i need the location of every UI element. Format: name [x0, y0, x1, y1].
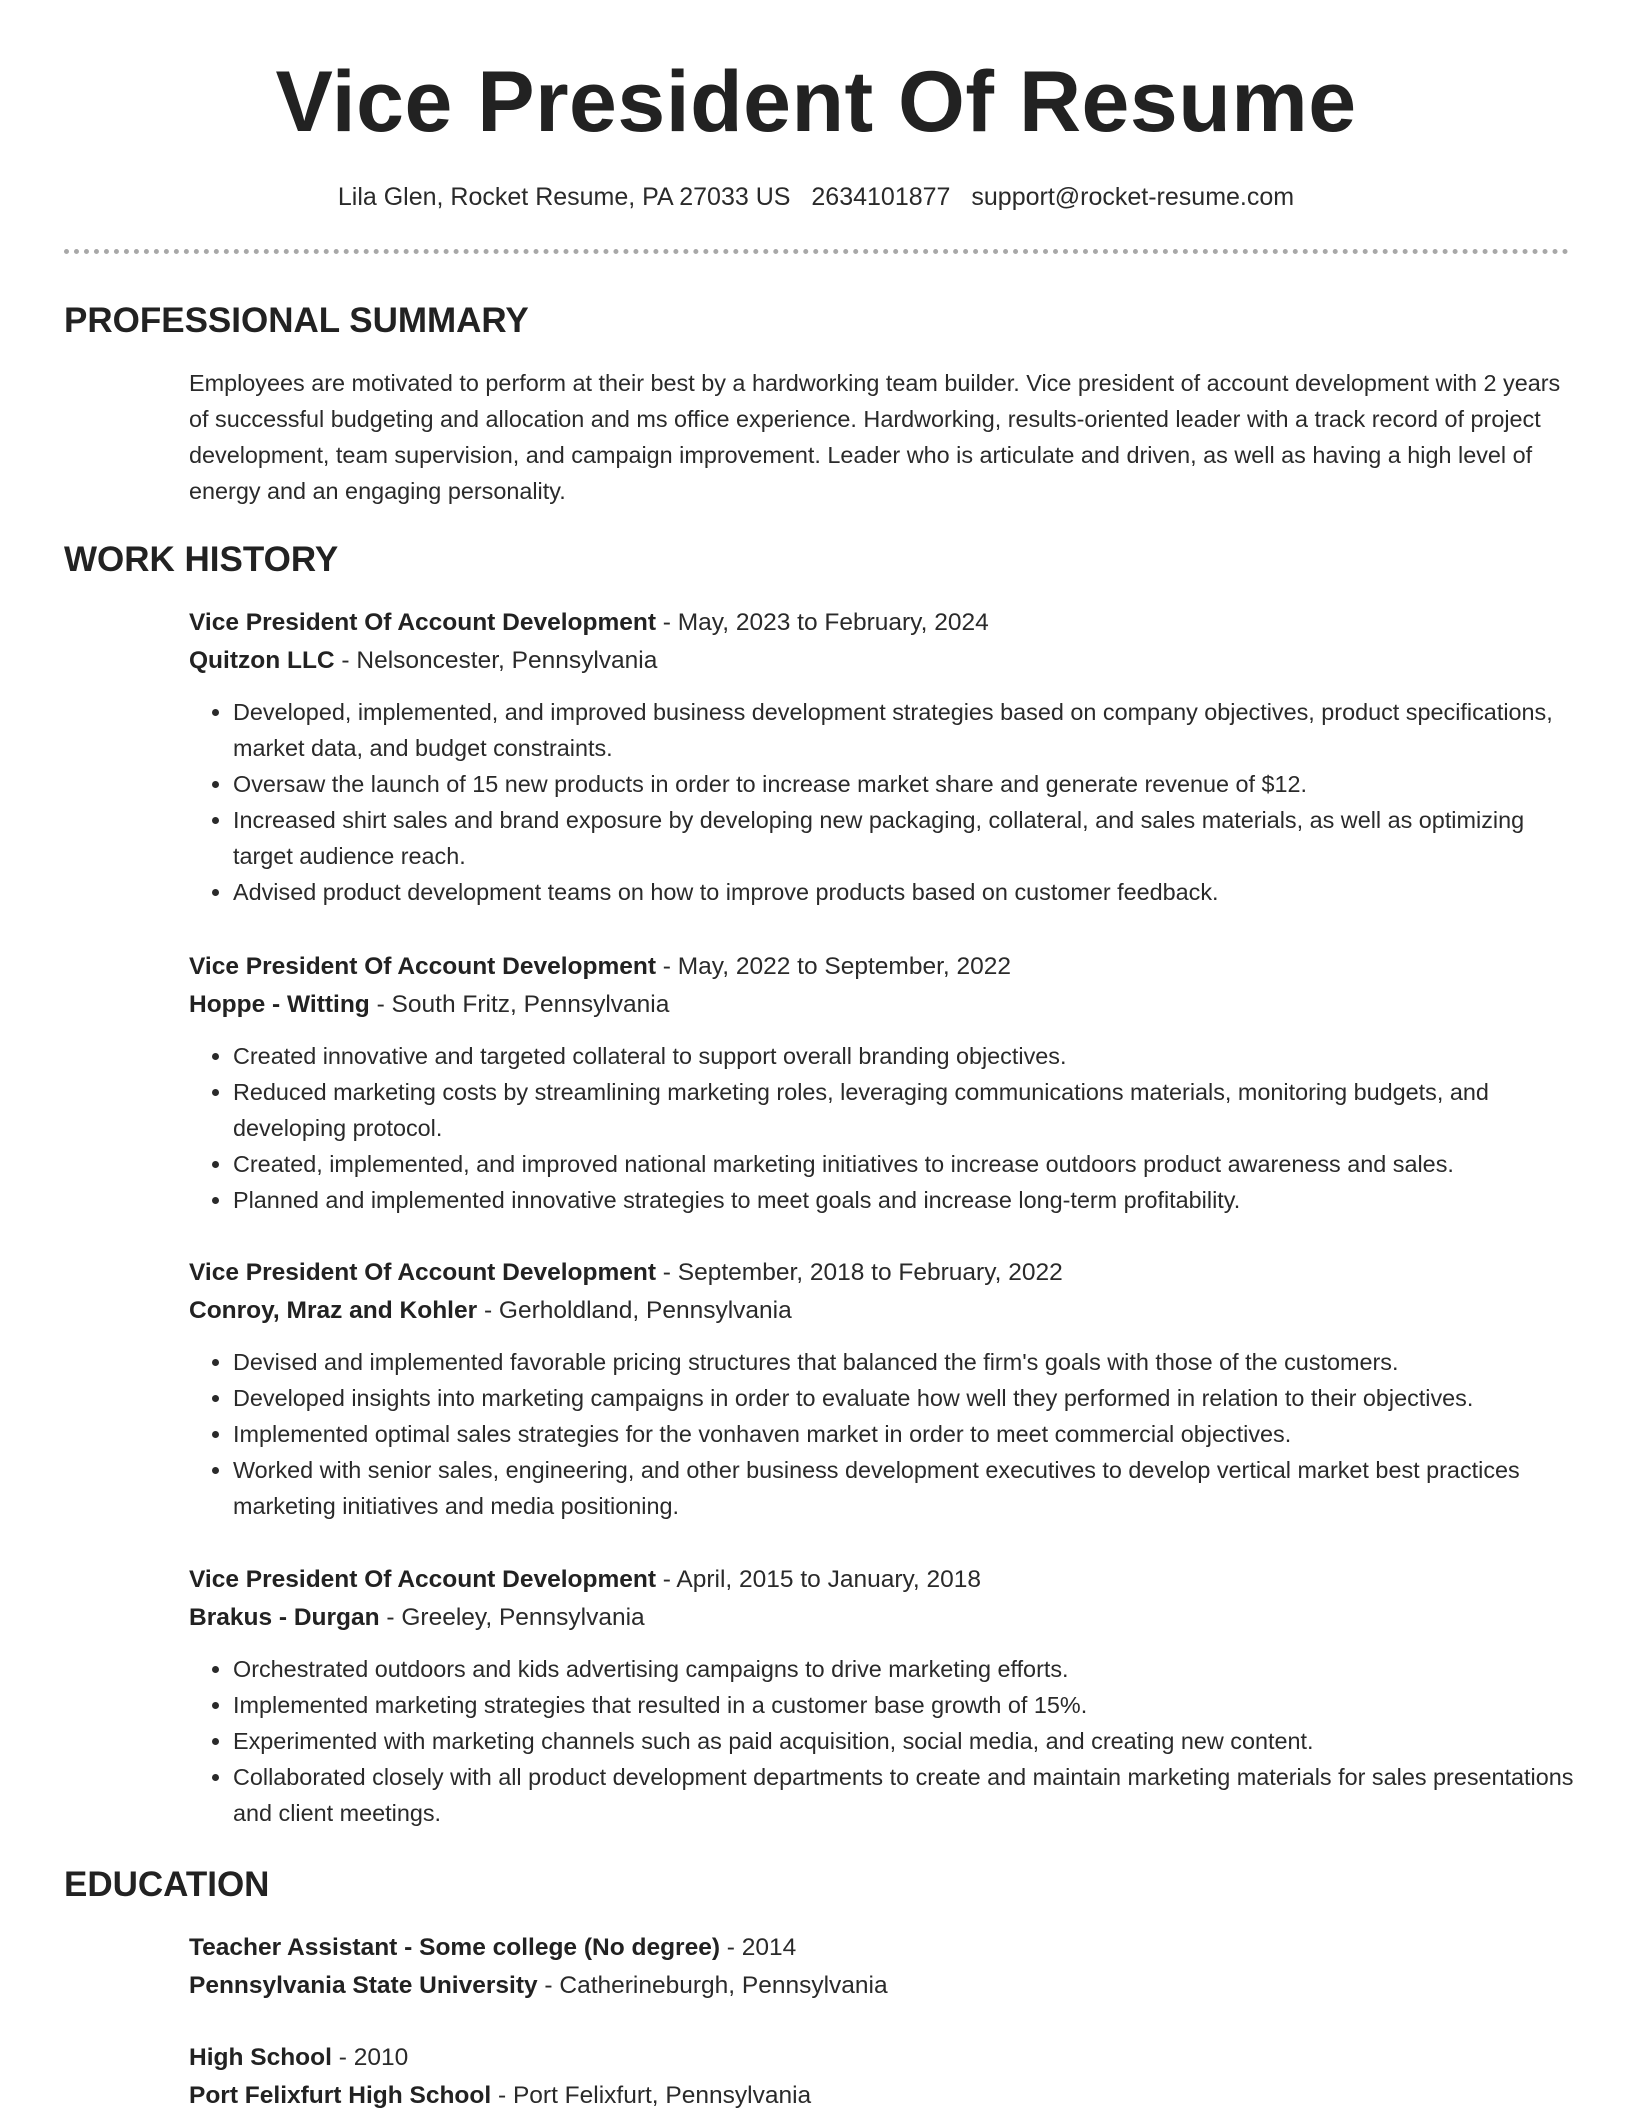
job-bullet: • Advised product development teams on how to improve products based on customer feedback.	[233, 874, 1579, 910]
job-bullets	[189, 694, 1579, 910]
job-company-line	[189, 1292, 1579, 1330]
job-title-line	[189, 604, 1579, 642]
job-title: Vice President Of Account Development	[189, 1566, 656, 1593]
contact-phone: 2634101877	[811, 183, 951, 211]
job-entry	[189, 948, 1579, 1218]
job-title-line	[189, 948, 1579, 986]
job-company-line	[189, 986, 1579, 1024]
education-year: - 2014	[720, 1934, 797, 1961]
contact-email: support@rocket-resume.com	[971, 183, 1295, 211]
job-location: - Nelsoncester, Pennsylvania	[334, 647, 658, 674]
job-bullet: • Devised and implemented favorable pricing structures that balanced the firm's goals with those of the customers.	[233, 1344, 1579, 1380]
job-company-line	[189, 642, 1579, 680]
work-history-heading: WORK HISTORY	[64, 540, 339, 579]
job-location: - South Fritz, Pennsylvania	[369, 991, 670, 1018]
job-title: Vice President Of Account Development	[189, 609, 656, 636]
job-bullet: • Planned and implemented innovative strategies to meet goals and increase long-term profitability.	[233, 1182, 1579, 1218]
job-dates: - April, 2015 to January, 2018	[655, 1566, 982, 1593]
education-degree: High School	[189, 2044, 332, 2071]
job-bullet: • Increased shirt sales and brand exposure by developing new packaging, collateral, and sales materials, as well as optimizing target audience reach.	[233, 802, 1579, 874]
job-title: Vice President Of Account Development	[189, 1259, 656, 1286]
job-bullet: • Worked with senior sales, engineering, and other business development executives to develop vertical market best practices marketing initiatives and media positioning.	[233, 1452, 1579, 1524]
job-bullet: • Experimented with marketing channels such as paid acquisition, social media, and creating new content.	[233, 1723, 1579, 1759]
summary-text: Employees are motivated to perform at their best by a hardworking team builder. Vice president of account development with 2 years of successful budgeting and allocation and ms office experience. Hardworking, results-oriented leader with a track record of project development, team supervision, and campaign improvement. Leader who is articulate and driven, as well as having a high level of energy and an engaging personality.	[189, 370, 1561, 504]
job-bullet: • Reduced marketing costs by streamlining marketing roles, leveraging communications materials, monitoring budgets, and developing protocol.	[233, 1074, 1579, 1146]
contact-line	[0, 180, 1632, 214]
job-bullet: • Orchestrated outdoors and kids advertising campaigns to drive marketing efforts.	[233, 1651, 1579, 1687]
header-divider	[64, 249, 1569, 254]
education-degree-line	[189, 2039, 1579, 2077]
summary-heading: PROFESSIONAL SUMMARY	[64, 301, 529, 340]
job-bullet: • Implemented marketing strategies that resulted in a customer base growth of 15%.	[233, 1687, 1579, 1723]
education-school-line	[189, 1967, 1579, 2005]
job-location: - Greeley, Pennsylvania	[379, 1604, 645, 1631]
job-company: Quitzon LLC	[189, 647, 335, 674]
education-degree: Teacher Assistant - Some college (No degree)	[189, 1934, 720, 1961]
job-dates: - May, 2022 to September, 2022	[655, 953, 1011, 980]
job-title: Vice President Of Account Development	[189, 953, 656, 980]
job-bullets	[189, 1344, 1579, 1524]
job-bullets	[189, 1038, 1579, 1218]
education-location: - Port Felixfurt, Pennsylvania	[491, 2082, 812, 2109]
job-bullet: • Oversaw the launch of 15 new products in order to increase market share and generate revenue of $12.	[233, 766, 1579, 802]
job-dates: - May, 2023 to February, 2024	[655, 609, 989, 636]
job-bullet: • Implemented optimal sales strategies for the vonhaven market in order to meet commercial objectives.	[233, 1416, 1579, 1452]
job-entry	[189, 1561, 1579, 1831]
education-entry	[189, 2039, 1579, 2115]
job-title-line	[189, 1254, 1579, 1292]
education-school-line	[189, 2077, 1579, 2115]
education-degree-line	[189, 1929, 1579, 1967]
job-bullets	[189, 1651, 1579, 1831]
job-entry	[189, 1254, 1579, 1524]
job-bullet: • Collaborated closely with all product development departments to create and maintain marketing materials for sales presentations and client meetings.	[233, 1759, 1579, 1831]
contact-address: Lila Glen, Rocket Resume, PA 27033 US	[337, 183, 791, 211]
job-bullet: • Developed insights into marketing campaigns in order to evaluate how well they performed in relation to their objectives.	[233, 1380, 1579, 1416]
education-entry	[189, 1929, 1579, 2005]
job-company: Hoppe - Witting	[189, 991, 370, 1018]
education-heading: EDUCATION	[64, 1865, 270, 1904]
job-title-line	[189, 1561, 1579, 1599]
education-school: Pennsylvania State University	[189, 1972, 538, 1999]
resume-title: Vice President Of Resume	[275, 54, 1357, 150]
job-company-line	[189, 1599, 1579, 1637]
job-bullet: • Developed, implemented, and improved business development strategies based on company objectives, product specifications, market data, and budget constraints.	[233, 694, 1579, 766]
education-year: - 2010	[331, 2044, 409, 2071]
job-entry	[189, 604, 1579, 910]
job-company: Brakus - Durgan	[189, 1604, 380, 1631]
job-bullet: • Created, implemented, and improved national marketing initiatives to increase outdoors product awareness and sales.	[233, 1146, 1579, 1182]
job-dates: - September, 2018 to February, 2022	[655, 1259, 1063, 1286]
job-bullet: • Created innovative and targeted collateral to support overall branding objectives.	[233, 1038, 1579, 1074]
job-location: - Gerholdland, Pennsylvania	[477, 1297, 792, 1324]
education-school: Port Felixfurt High School	[189, 2082, 492, 2109]
job-company: Conroy, Mraz and Kohler	[189, 1297, 478, 1324]
education-location: - Catherineburgh, Pennsylvania	[537, 1972, 888, 1999]
